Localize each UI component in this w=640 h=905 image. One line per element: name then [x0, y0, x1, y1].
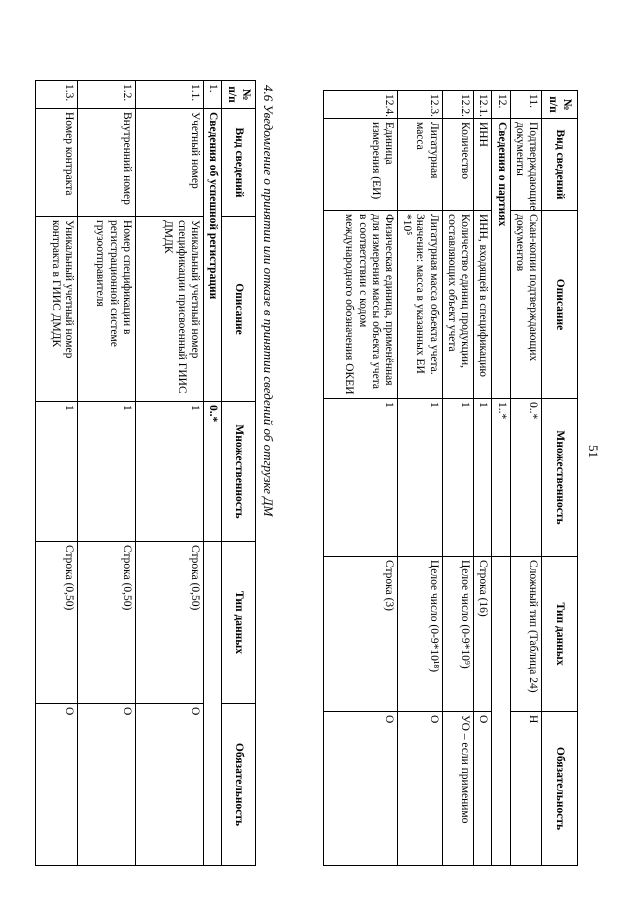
- cell-num: 12.2.: [442, 91, 473, 119]
- header-kind: Вид сведений: [542, 119, 578, 211]
- cell-req: Н: [510, 712, 541, 866]
- table-row: [324, 91, 398, 866]
- header-num: № п/п: [542, 91, 578, 119]
- cell-desc: Номер спецификации в регистрационной системе грузоотправителя: [77, 217, 135, 402]
- cell-num: 1.: [203, 81, 221, 109]
- cell-req: О: [135, 704, 203, 866]
- header-req: Обязательность: [542, 712, 578, 866]
- cell-req: О: [77, 704, 135, 866]
- cell-num: 1.1.: [135, 81, 203, 109]
- table-row: [510, 91, 541, 866]
- cell-empty: [203, 542, 221, 866]
- cell-kind: Единица измерения (ЕИ): [324, 119, 398, 211]
- cell-type: Строка (16): [474, 557, 492, 712]
- table-header-row: [222, 81, 256, 866]
- cell-kind: Количество: [442, 119, 473, 211]
- header-type: Тип данных: [542, 557, 578, 712]
- cell-type: Строка (0,50): [35, 542, 77, 704]
- cell-mult: 1: [77, 402, 135, 542]
- cell-desc: Физическая единица, применённая для измерения массы объекта учета в соответствии с кодом международного обозначения ОКЕИ: [324, 211, 398, 399]
- cell-req: О: [324, 712, 398, 866]
- cell-type: Целое число (0-9*10¹⁸): [398, 557, 443, 712]
- cell-desc: Количество единиц продукции, составляющих объект учета: [442, 211, 473, 399]
- cell-desc: Уникальный учетный номер спецификации присвоенный ГИИС ДМДК: [135, 217, 203, 402]
- header-mult: Множественность: [542, 399, 578, 557]
- table-section-row: [203, 81, 221, 866]
- table-row: [442, 91, 473, 866]
- header-desc: Описание: [222, 217, 256, 402]
- table-notification: [35, 80, 256, 866]
- header-req: Обязательность: [222, 704, 256, 866]
- header-num: № п/п: [222, 81, 256, 109]
- cell-desc: ИНН, входящей в спецификацию: [474, 211, 492, 399]
- header-type: Тип данных: [222, 542, 256, 704]
- header-mult: Множественность: [222, 402, 256, 542]
- table-row: [35, 81, 77, 866]
- cell-num: 1.2.: [77, 81, 135, 109]
- cell-kind: Лигатурная масса: [398, 119, 443, 211]
- table-row: [135, 81, 203, 866]
- cell-req: О: [474, 712, 492, 866]
- table-row: [77, 81, 135, 866]
- header-desc: Описание: [542, 211, 578, 399]
- cell-mult: 1: [135, 402, 203, 542]
- section-caption: 4.6 Уведомление о принятии или отказе в принятии сведений об отгрузке ДМ: [261, 85, 276, 517]
- cell-num: 12.1.: [474, 91, 492, 119]
- cell-kind: ИНН: [474, 119, 492, 211]
- cell-req: О: [35, 704, 77, 866]
- cell-num: 12.: [492, 91, 510, 119]
- cell-type: Строка (3): [324, 557, 398, 712]
- cell-kind: Учетный номер: [135, 109, 203, 217]
- cell-type: Строка (0,50): [77, 542, 135, 704]
- cell-empty: [492, 557, 510, 866]
- table-row: [398, 91, 443, 866]
- cell-mult: 0..*: [203, 402, 221, 542]
- cell-desc: Скан-копии подтверждающих документов: [510, 211, 541, 399]
- table-section-row: [492, 91, 510, 866]
- cell-mult: 0..*: [510, 399, 541, 557]
- cell-mult: 1..*: [492, 399, 510, 557]
- cell-type: Строка (0,50): [135, 542, 203, 704]
- cell-type: Сложный тип (Таблица 24): [510, 557, 541, 712]
- cell-kind: Номер контракта: [35, 109, 77, 217]
- cell-kind: Подтверждающие документы: [510, 119, 541, 211]
- cell-num: 1.3.: [35, 81, 77, 109]
- page-number: 51: [586, 445, 601, 458]
- table-shipment-details: [323, 90, 578, 866]
- cell-mult: 1: [474, 399, 492, 557]
- cell-num: 11.: [510, 91, 541, 119]
- cell-num: 12.4.: [324, 91, 398, 119]
- cell-mult: 1: [35, 402, 77, 542]
- cell-req: УО – если применимо: [442, 712, 473, 866]
- cell-req: О: [398, 712, 443, 866]
- cell-mult: 1: [442, 399, 473, 557]
- table-row: [474, 91, 492, 866]
- cell-mult: 1: [324, 399, 398, 557]
- header-kind: Вид сведений: [222, 109, 256, 217]
- cell-section-title: Сведения о партиях: [492, 119, 510, 399]
- cell-kind: Внутренний номер: [77, 109, 135, 217]
- cell-desc: Лигатурная масса объекта учета. Значение: масса в указанных ЕИ *10⁵: [398, 211, 443, 399]
- cell-section-title: Сведения об успешной регистрации: [203, 109, 221, 402]
- cell-mult: 1: [398, 399, 443, 557]
- table-header-row: [542, 91, 578, 866]
- cell-desc: Уникальный учетный номер контракта в ГИИС ДМДК: [35, 217, 77, 402]
- cell-num: 12.3.: [398, 91, 443, 119]
- cell-type: Целое число (0-9*10⁹): [442, 557, 473, 712]
